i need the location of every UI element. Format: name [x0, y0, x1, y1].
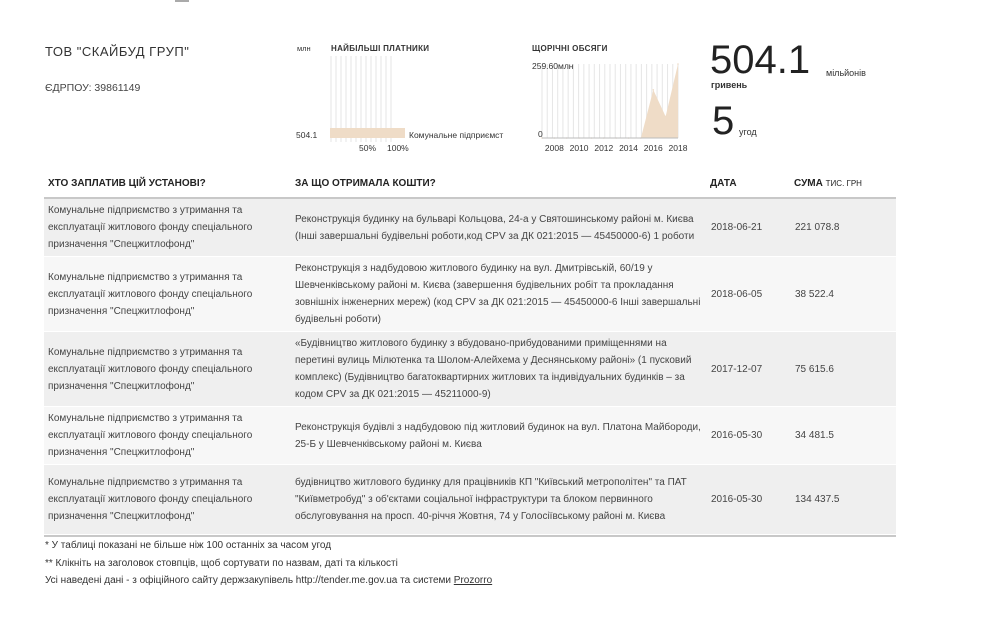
x-tick-label: 2016: [643, 143, 663, 153]
company-name: ТОВ "СКАЙБУД ГРУП": [45, 44, 190, 59]
data-point: [652, 89, 654, 91]
x-tick-label: 2014: [619, 143, 639, 153]
total-amount: 504.1: [710, 38, 811, 82]
x-tick-label: 2010: [569, 143, 589, 153]
x-tick-label: 2012: [594, 143, 614, 153]
payments-table: [44, 173, 896, 535]
cell-sum: 75 615.6: [790, 332, 896, 407]
cell-purpose: будівництво житлового будинку для працівників КП "Київський метрополітен" та ПАТ "Київметробуд" з об'єктами соціальної інфраструктури та блоком первинного обслуговування на просп. 40-річчя Жовтня, 74 у Голосіївському районі м. Києва: [291, 465, 706, 535]
footnote-limit: * У таблиці показані не більше ніж 100 останніх за часом угод: [45, 540, 332, 551]
cell-sum: 38 522.4: [790, 257, 896, 332]
column-header-date[interactable]: ДАТА: [706, 173, 790, 198]
data-point: [677, 63, 679, 65]
column-header-payer[interactable]: ХТО ЗАПЛАТИВ ЦІЙ УСТАНОВІ?: [44, 173, 291, 198]
cell-sum: 134 437.5: [790, 465, 896, 535]
y-tick-label: 0: [538, 129, 543, 139]
deal-count-unit: угод: [739, 127, 757, 137]
cell-payer: Комунальне підприємство з утримання та експлуатації житлового фонду спеціального призначення "Спецжитлофонд": [44, 465, 291, 535]
column-header-sum[interactable]: СУМА ТИС. ГРН: [790, 173, 896, 198]
prozorro-link[interactable]: Prozorro: [453, 575, 493, 586]
yearly-chart-title: ЩОРІЧНІ ОБСЯГИ: [532, 44, 608, 53]
cell-date: 2016-05-30: [706, 407, 790, 465]
cell-date: 2018-06-05: [706, 257, 790, 332]
cell-payer: Комунальне підприємство з утримання та експлуатації житлового фонду спеціального призначення "Спецжитлофонд": [44, 407, 291, 465]
sum-unit-label: ТИС. ГРН: [825, 179, 862, 188]
payments-table-wrapper: [44, 173, 896, 537]
footnotes: [45, 537, 492, 590]
deal-count: 5: [712, 99, 735, 143]
cell-sum: 34 481.5: [790, 407, 896, 465]
table-row: [44, 407, 896, 465]
yearly-chart: [500, 56, 700, 158]
column-header-purpose[interactable]: ЗА ЩО ОТРИМАЛА КОШТИ?: [291, 173, 706, 198]
table-row: [44, 257, 896, 332]
table-row: [44, 465, 896, 535]
cell-purpose: Реконструкція будівлі з надбудовою під житловий будинок на вул. Платона Майбороди, 25-Б у Шевченківському районі м. Києва: [291, 407, 706, 465]
y-tick-label: 259.60млн: [532, 61, 574, 71]
data-point: [665, 116, 667, 118]
company-edrpou: ЄДРПОУ: 39861149: [45, 82, 141, 94]
x-tick-label: 2008: [544, 143, 564, 153]
cell-payer: Комунальне підприємство з утримання та експлуатації житлового фонду спеціального призначення "Спецжитлофонд": [44, 332, 291, 407]
x-tick-label: 2018: [668, 143, 688, 153]
cell-payer: Комунальне підприємство з утримання та експлуатації житлового фонду спеціального призначення "Спецжитлофонд": [44, 257, 291, 332]
payer-tick-100: 100%: [387, 143, 409, 153]
cell-purpose: «Будівництво житлового будинку з вбудовано-прибудованими приміщеннями на перетині вулиць Мілютенка та Шолом-Алейхема у Деснянському районі» (1 пусковий комплекс) (Будівництво багатоквартирних житлових та індивідуальних будинків – за кодом CPV за ДК 021:2015 — 45211000-9): [291, 332, 706, 407]
top-divider-fragment: [175, 0, 189, 2]
footnote-sorting: ** Клікніть на заголовок стовпців, щоб сортувати по назвам, даті та кількості: [45, 557, 398, 569]
cell-purpose: Реконструкція з надбудовою житлового будинку на вул. Дмитрівській, 60/19 у Шевченківському районі м. Києва (завершення будівельних робіт та прокладання зовнішніх інженерних мереж) (код CPV за ДК 021:2015 — 45450000-6 Інші завершальні будівельні роботи): [291, 257, 706, 332]
cell-sum: 221 078.8: [790, 198, 896, 257]
cell-date: 2016-05-30: [706, 465, 790, 535]
total-amount-unit: мільйонів: [826, 68, 866, 78]
payers-unit-label: млн: [297, 44, 311, 53]
payers-chart: [330, 56, 410, 142]
cell-purpose: Реконструкція будинку на бульварі Кольцова, 24-а у Святошинському районі м. Києва (Інші завершальні будівельні роботи,код CPV за ДК 021:2015 — 45450000-6) 1 роботи: [291, 198, 706, 257]
total-currency: гривень: [711, 80, 748, 90]
cell-date: 2017-12-07: [706, 332, 790, 407]
payer-name-label[interactable]: Комунальне підприємст: [409, 130, 504, 140]
cell-date: 2018-06-21: [706, 198, 790, 257]
payer-tick-50: 50%: [359, 143, 377, 153]
payer-bar[interactable]: [330, 128, 405, 138]
table-row: [44, 198, 896, 257]
payers-chart-title: НАЙБІЛЬШІ ПЛАТНИКИ: [331, 44, 430, 53]
cell-payer: Комунальне підприємство з утримання та експлуатації житлового фонду спеціального призначення "Спецжитлофонд": [44, 198, 291, 257]
payer-value-label: 504.1: [296, 130, 318, 140]
footnote-source: Усі наведені дані - з офіційного сайту держзакупівель http://tender.me.gov.ua та системи Prozorro: [45, 575, 493, 586]
table-header-row: [44, 173, 896, 198]
table-row: [44, 332, 896, 407]
